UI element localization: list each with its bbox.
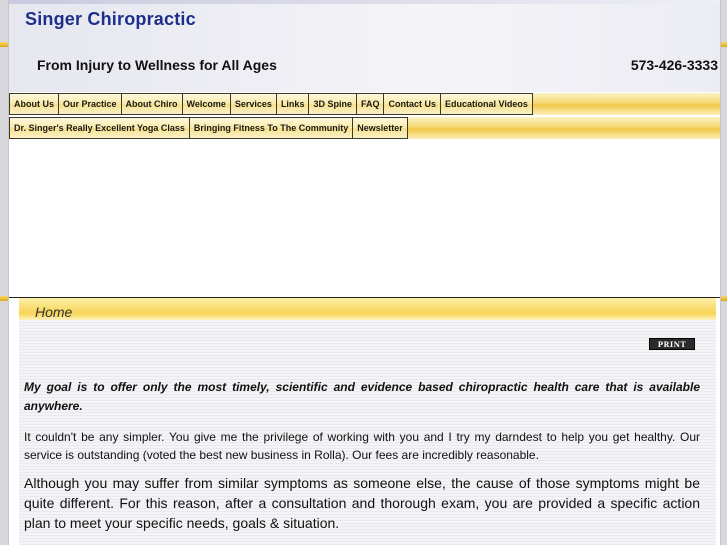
nav-yoga-class[interactable]: Dr. Singer's Really Excellent Yoga Class bbox=[9, 117, 190, 139]
left-decor-stripe-lower bbox=[0, 296, 8, 301]
phone-number: 573-426-3333 bbox=[630, 57, 718, 73]
page-title-band bbox=[19, 298, 716, 320]
nav-about-us[interactable]: About Us bbox=[9, 93, 59, 115]
site-brand[interactable]: Singer Chiropractic bbox=[25, 9, 196, 29]
nav-faq[interactable]: FAQ bbox=[357, 93, 385, 115]
nav-our-practice[interactable]: Our Practice bbox=[59, 93, 122, 115]
page-title: Home bbox=[35, 304, 73, 320]
print-button[interactable]: PRINT bbox=[649, 338, 695, 350]
left-decor-stripe bbox=[0, 42, 8, 47]
nav-links[interactable]: Links bbox=[277, 93, 310, 115]
intro-statement: My goal is to offer only the most timely, scientific and evidence based chiropractic health care that is available anywhere. bbox=[24, 380, 700, 413]
nav-services[interactable]: Services bbox=[231, 93, 277, 115]
site-tagline: From Injury to Wellness for All Ages bbox=[37, 57, 277, 73]
body-paragraph-1: It couldn't be any simpler. You give me the privilege of working with you and I try my darndest to help you get healthy. Our service is outstanding (voted the best new business in Rolla). Our fees are incredibly reasonable. bbox=[24, 430, 700, 462]
body-paragraph-2: Although you may suffer from similar symptoms as someone else, the cause of those symptoms might be quite different. For this reason, after a consultation and thorough exam, you are provided a specific action plan to meet your specific needs, goals & situation. bbox=[24, 475, 700, 531]
site-header bbox=[9, 0, 720, 92]
nav-welcome[interactable]: Welcome bbox=[183, 93, 231, 115]
banner-area bbox=[9, 141, 720, 297]
nav-contact-us[interactable]: Contact Us bbox=[384, 93, 441, 115]
nav-educational-videos[interactable]: Educational Videos bbox=[441, 93, 533, 115]
nav-about-chiro[interactable]: About Chiro bbox=[122, 93, 183, 115]
main-nav-row-1 bbox=[9, 93, 720, 115]
nav-fitness-community[interactable]: Bringing Fitness To The Community bbox=[190, 117, 353, 139]
nav-3d-spine[interactable]: 3D Spine bbox=[309, 93, 357, 115]
nav-newsletter[interactable]: Newsletter bbox=[353, 117, 408, 139]
main-nav-row-2 bbox=[9, 117, 720, 139]
